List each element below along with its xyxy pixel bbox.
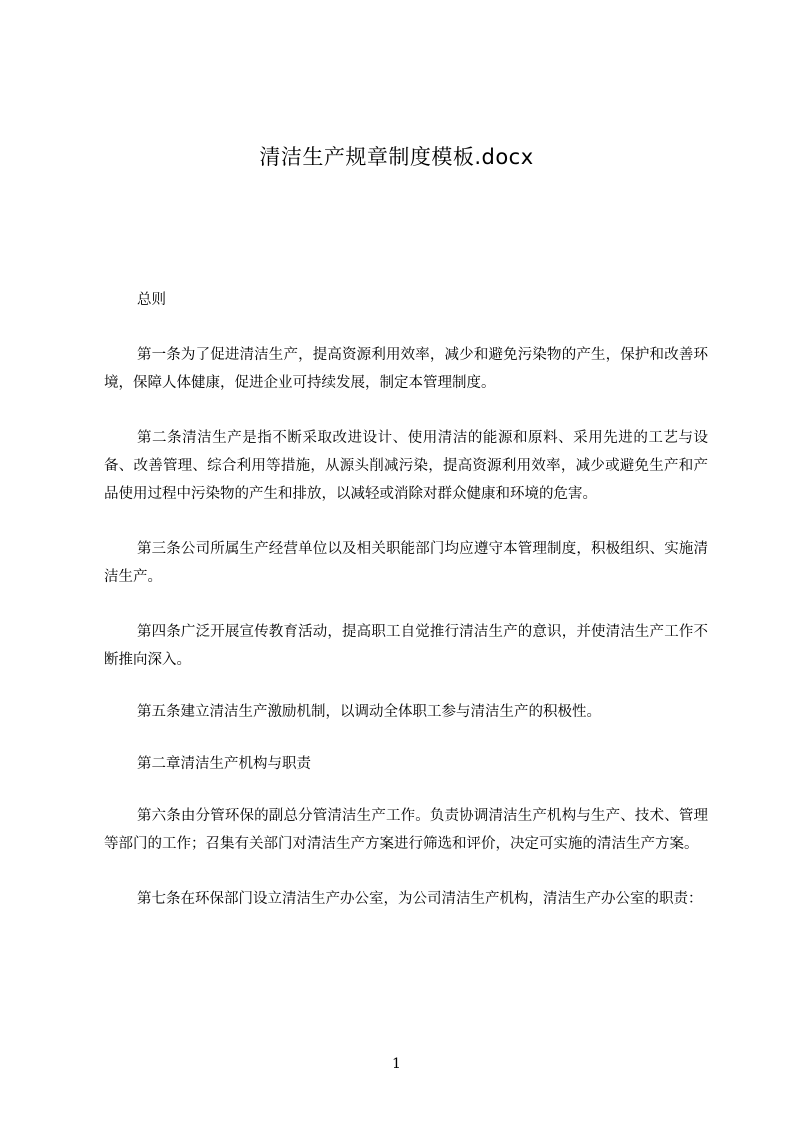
section-heading-general: 总则 bbox=[137, 292, 166, 308]
page-number: 1 bbox=[392, 1056, 401, 1072]
article-7: 第七条在环保部门设立清洁生产办公室，为公司清洁生产机构，清洁生产办公室的职责： bbox=[137, 891, 703, 907]
article-2: 第二条清洁生产是指不断采取改进设计、使用清洁的能源和原料、采用先进的工艺与设备、改善管理、综合利用等措施，从源头削减污染，提高资源利用效率，减少或避免生产和产品使用过程中污染物的产生和排放，以减轻或消除对群众健康和环境的危害。 bbox=[104, 430, 708, 502]
document-title: 清洁生产规章制度模板.docx bbox=[259, 145, 534, 169]
article-4: 第四条广泛开展宣传教育活动，提高职工自觉推行清洁生产的意识，并使清洁生产工作不断推向深入。 bbox=[104, 624, 708, 668]
article-3: 第三条公司所属生产经营单位以及相关职能部门均应遵守本管理制度，积极组织、实施清洁生产。 bbox=[104, 541, 708, 585]
article-5: 第五条建立清洁生产激励机制，以调动全体职工参与清洁生产的积极性。 bbox=[137, 704, 601, 720]
article-1: 第一条为了促进清洁生产，提高资源利用效率，减少和避免污染物的产生，保护和改善环境，保障人体健康，促进企业可持续发展，制定本管理制度。 bbox=[104, 347, 708, 391]
article-6: 第六条由分管环保的副总分管清洁生产工作。负责协调清洁生产机构与生产、技术、管理等部门的工作；召集有关部门对清洁生产方案进行筛选和评价，决定可实施的清洁生产方案。 bbox=[104, 808, 708, 852]
document-body bbox=[104, 286, 708, 913]
chapter-2-heading: 第二章清洁生产机构与职责 bbox=[137, 756, 311, 772]
